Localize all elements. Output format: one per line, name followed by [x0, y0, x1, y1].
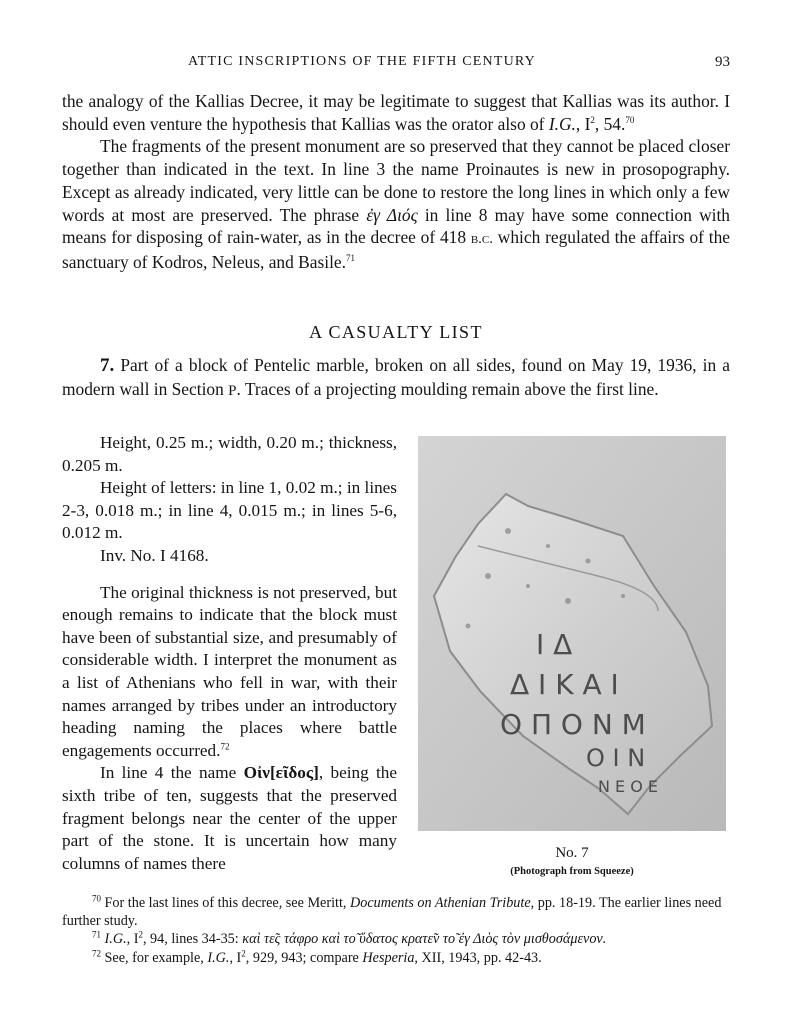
footnote-71-greek: καὶ τε̃ς τάφρο καὶ το̃ ὕδατος κρατε̃ν το̃ ἐγ Διὸς τὸν μισθοσάμενον.: [242, 931, 607, 948]
inscription-line-2: Δ Ι Κ Α Ι: [510, 668, 619, 701]
left-column: [62, 432, 397, 875]
footnote-mark-71[interactable]: 71: [345, 253, 355, 264]
entry-section: P: [228, 382, 237, 399]
entry-number: 7.: [100, 355, 115, 376]
inscription-line-3: Ο Π Ο Ν Μ: [500, 708, 646, 741]
para2-text-b: in line 8 may have some connection with means for disposing of rain-water, as in the decree of 418: [62, 204, 731, 248]
intro-paragraphs: [62, 90, 730, 274]
spacer: [62, 568, 397, 582]
running-title: ATTIC INSCRIPTIONS OF THE FIFTH CENTURY: [188, 54, 536, 69]
para1-ref-sup: 2: [590, 114, 595, 125]
footnote-71-text-a: , I: [126, 931, 139, 948]
era-abbrev: b.c.: [470, 231, 494, 248]
footnote-71-mark: 71: [92, 929, 101, 940]
footnote-72-mark: 72: [92, 947, 101, 958]
footnote-72-journal: Hesperia: [362, 949, 415, 966]
footnote-72-ref: I.G.: [207, 949, 230, 966]
footnote-70: [62, 894, 730, 930]
footnote-70-title: Documents on Athenian Tribute: [350, 895, 531, 911]
footnote-mark-72[interactable]: 72: [220, 740, 230, 751]
paragraph-2: [62, 135, 730, 273]
paragraph-3: [62, 582, 397, 763]
figure-credit: (Photograph from Squeeze): [510, 866, 634, 877]
dimensions: Height, 0.25 m.; width, 0.20 m.; thickness, 0.205 m.: [62, 433, 397, 475]
section-heading: A CASUALTY LIST: [309, 322, 483, 342]
paragraph-4: [62, 762, 397, 875]
para2-text-a: The fragments of the present monument are so preserved that they cannot be placed closer together than indicated in the text. In line 3 the name Proinautes is new in prosopography. Except as already indicated, very little can be done to restore the long lines in which only a few words at most are preserved. The phrase: [62, 136, 730, 225]
footnote-mark-70[interactable]: 70: [625, 114, 635, 125]
greek-phrase: ἐγ Διός: [366, 204, 418, 225]
entry-paragraph: [62, 354, 730, 402]
entry-text-a: Part of a block of Pentelic marble, broken on all sides, found on May 19, 1936, in a modern wall in Section: [62, 355, 730, 399]
footnote-70-mark: 70: [92, 893, 101, 904]
inscription-line-4: Ο Ι Ν: [586, 744, 646, 772]
inscription-line-5: Ν Ε Ο Ε: [598, 777, 659, 796]
footnote-72-text-d: , XII, 1943, pp. 42-43.: [414, 949, 542, 966]
footnote-71-text-b: , 94, lines 34-35:: [142, 931, 243, 948]
entry-text-b: . Traces of a projecting moulding remain above the first line.: [236, 378, 659, 399]
letter-heights: Height of letters: in line 1, 0.02 m.; in lines 2-3, 0.018 m.; in line 4, 0.015 m.; in lines 5-6, 0.012 m.: [62, 478, 397, 543]
footnote-72-sup: 2: [241, 947, 246, 958]
figure-caption: No. 7: [555, 845, 589, 861]
footnote-71-sup: 2: [138, 929, 143, 940]
footnote-70-text-b: , pp. 18-19. The earlier lines need further study.: [62, 895, 722, 930]
inscription-line-1: Ι Δ: [536, 628, 573, 661]
entry-intro: [62, 354, 730, 402]
para3-text: The original thickness is not preserved, but enough remains to indicate that the block must have been of substantial size, and presumably of considerable width. I interpret the monument as a list of Athenians who fell in war, with their names arranged by tribes under an introductory heading naming the places where battle engagements occurred.: [62, 582, 397, 760]
para1-text-b: , I: [575, 113, 591, 134]
footnote-72-text-b: , I: [229, 949, 242, 966]
page-number: 93: [715, 54, 730, 70]
paragraph-1: [62, 90, 730, 135]
footnotes: [62, 894, 730, 967]
footnote-71: [62, 930, 730, 948]
para2-text-c: which regulated the affairs of the sanctuary of Kodros, Neleus, and Basile.: [62, 227, 731, 272]
para1-ref-ig: I.G.: [548, 113, 576, 134]
stone-fragment-image: [418, 436, 726, 831]
footnote-72-text-a: See, for example,: [101, 949, 208, 966]
squeeze-photograph: [418, 436, 726, 831]
footnote-72: [62, 949, 730, 967]
inventory-number: Inv. No. I 4168.: [100, 545, 209, 565]
para1-text-a: the analogy of the Kallias Decree, it may be legitimate to suggest that Kallias was its author. I should even venture the hypothesis that Kallias was the orator also of: [62, 91, 730, 134]
greek-tribe-name: Οἰν[εῖδος]: [243, 763, 319, 783]
footnote-72-text-c: , 929, 943; compare: [245, 949, 363, 966]
para1-text-c: , 54.: [594, 113, 626, 134]
para4-text-b: , being the sixth tribe of ten, suggests that the preserved fragment belongs near the center of the upper part of the stone. It is uncertain how many columns of names there: [62, 763, 397, 873]
footnote-71-ref: I.G.: [104, 931, 127, 948]
para4-text-a: In line 4 the name: [100, 763, 244, 783]
footnote-70-text-a: For the last lines of this decree, see Meritt,: [101, 895, 351, 911]
